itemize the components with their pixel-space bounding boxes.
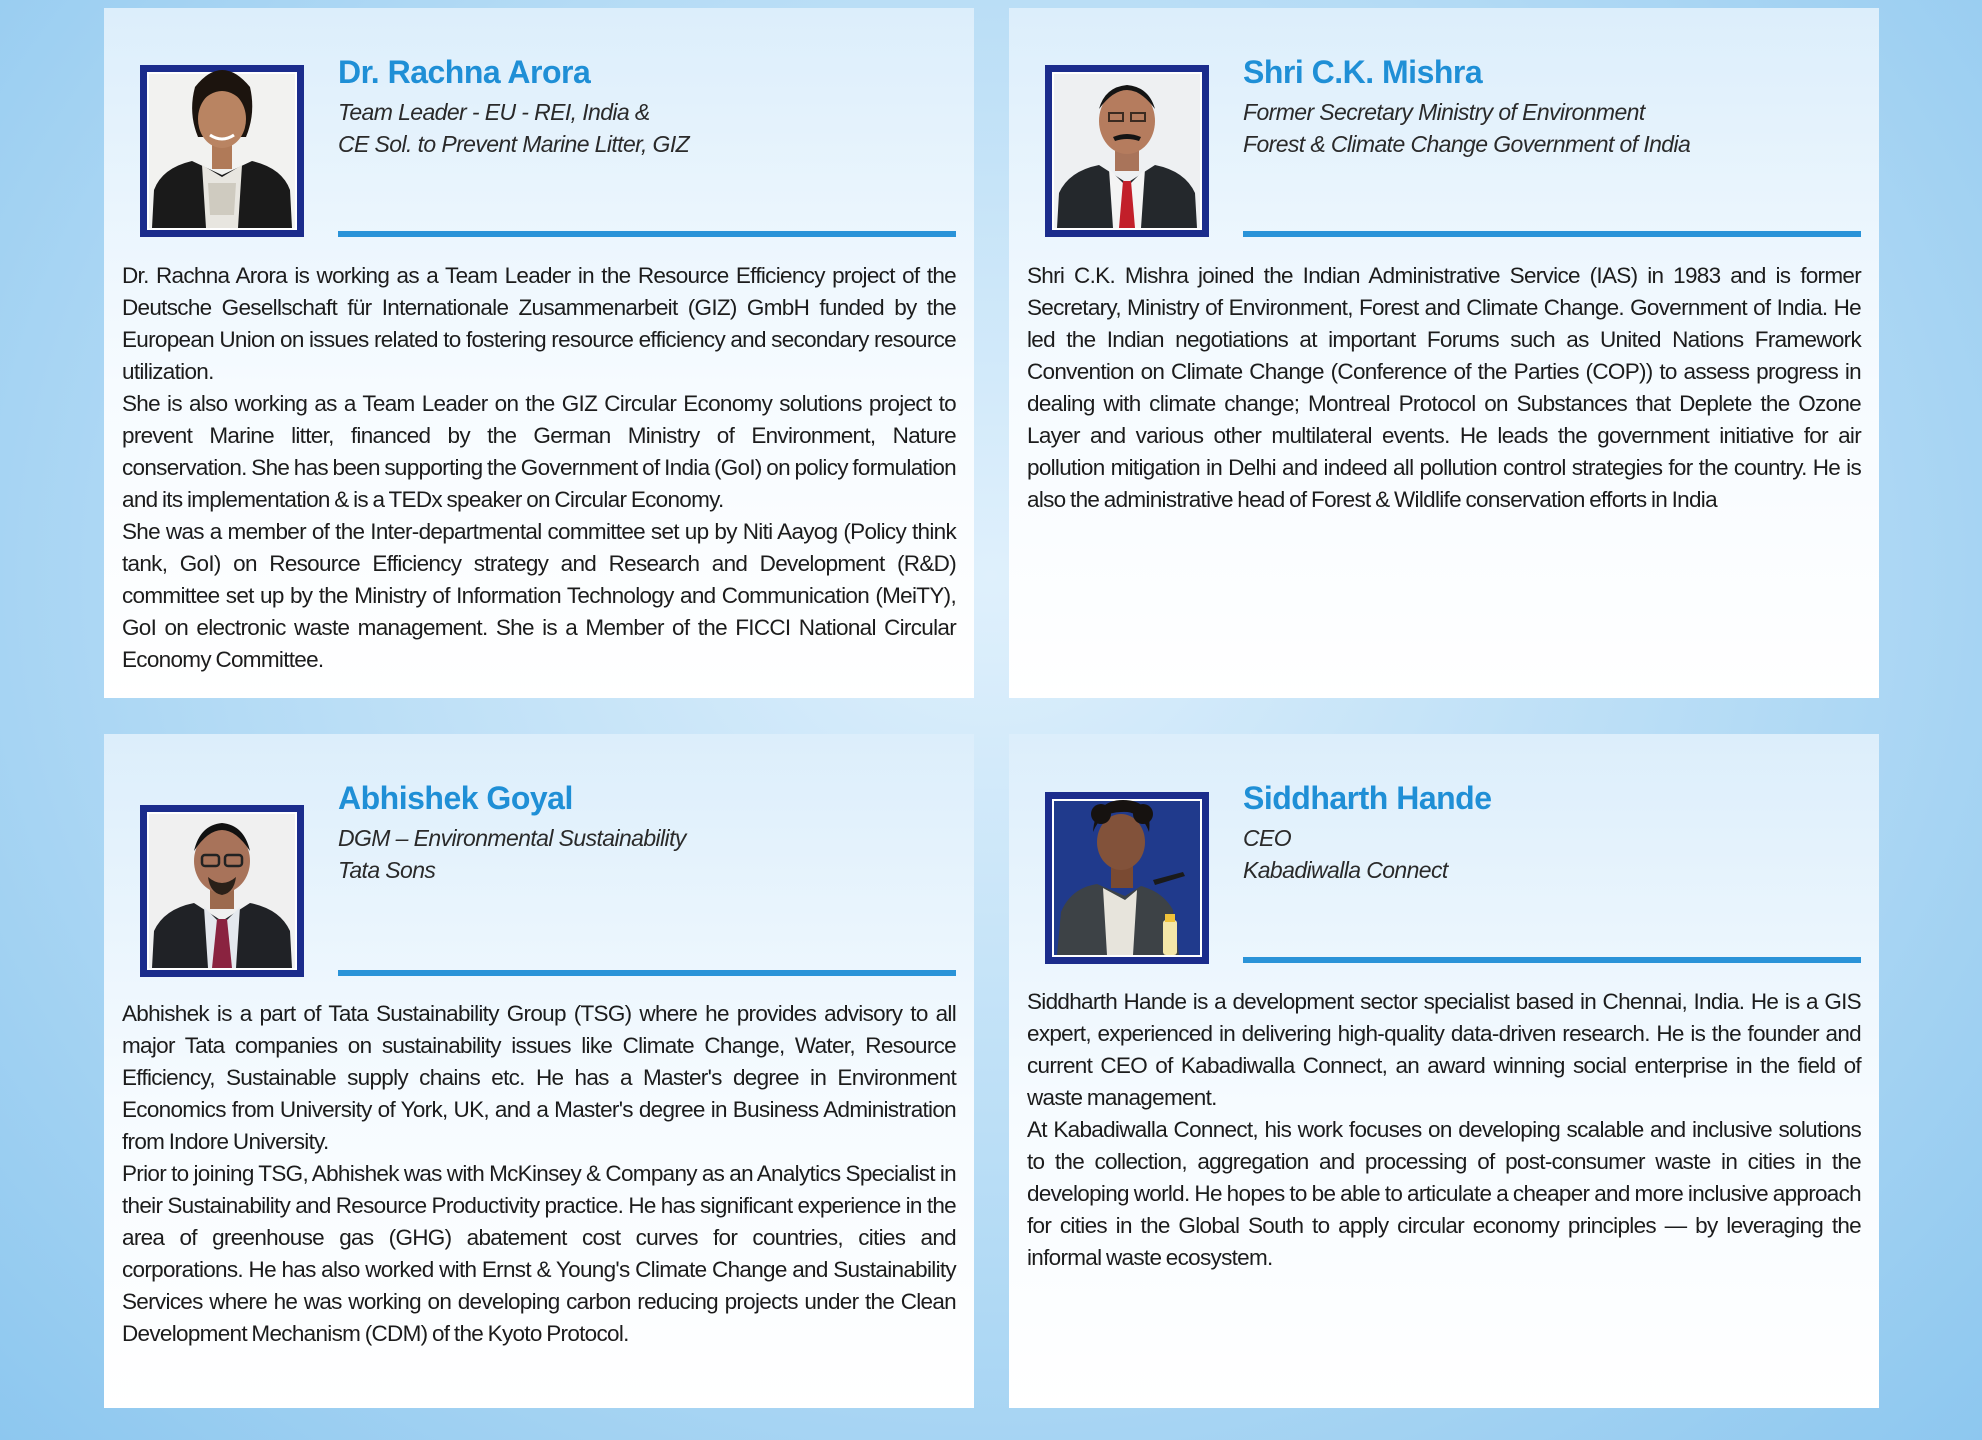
- bio-paragraph: Prior to joining TSG, Abhishek was with McKinsey & Company as an Analytics Specialist in their Sustainability and Resource Productivity practice. He has significant experience in the area of greenhouse gas (GHG) abatement cost curves for countries, cities and corporations. He has also worked with Ernst & Young's Climate Change and Sustainability Services where he was working on developing carbon reducing projects under the Clean Development Mechanism (CDM) of the Kyoto Protocol.: [122, 1161, 956, 1346]
- speaker-card-ck-mishra: [1009, 8, 1879, 698]
- divider-rule: [338, 231, 956, 237]
- role-line: Kabadiwalla Connect: [1243, 857, 1448, 883]
- speaker-photo: [1045, 65, 1209, 237]
- divider-rule: [338, 970, 956, 976]
- speaker-role: [338, 822, 686, 886]
- role-line: Team Leader - EU - REI, India &: [338, 99, 650, 125]
- photo-frame: [1045, 792, 1209, 964]
- role-line: DGM – Environmental Sustainability: [338, 825, 686, 851]
- speaker-role: [1243, 822, 1448, 886]
- photo-frame: [1045, 65, 1209, 237]
- divider-rule: [1243, 957, 1861, 963]
- role-line: Former Secretary Ministry of Environment: [1243, 99, 1645, 125]
- speaker-photo: [1045, 792, 1209, 964]
- role-line: CEO: [1243, 825, 1292, 851]
- speaker-name: Abhishek Goyal: [338, 780, 573, 816]
- speaker-bio: [1027, 986, 1861, 1274]
- role-line: Forest & Climate Change Government of India: [1243, 131, 1691, 157]
- speaker-role: [338, 96, 689, 160]
- speaker-bio: [122, 998, 956, 1350]
- photo-frame: [140, 65, 304, 237]
- role-line: CE Sol. to Prevent Marine Litter, GIZ: [338, 131, 690, 157]
- speaker-card-abhishek-goyal: [104, 734, 974, 1408]
- bio-paragraph: She was a member of the Inter-departmental committee set up by Niti Aayog (Policy think tank, GoI) on Resource Efficiency strategy and Research and Development (R&D) committee set up by the Ministry of Information Technology and Communication (MeiTY), GoI on electronic waste management. She is a Member of the FICCI National Circular Economy Committee.: [122, 519, 956, 672]
- bio-paragraph: Abhishek is a part of Tata Sustainability Group (TSG) where he provides advisory to all major Tata companies on sustainability issues like Climate Change, Water, Resource Efficiency, Sustainable supply chains etc. He has a Master's degree in Environment Economics from University of York, UK, and a Master's degree in Business Administration from Indore University.: [122, 1001, 956, 1154]
- photo-frame: [140, 805, 304, 977]
- speaker-role: [1243, 96, 1690, 160]
- speaker-bio: [122, 260, 956, 676]
- bio-paragraph: Shri C.K. Mishra joined the Indian Administrative Service (IAS) in 1983 and is former Secretary, Ministry of Environment, Forest and Climate Change. Government of India. He led the Indian negotiations at important Forums such as United Nations Framework Convention on Climate Change (Conference of the Parties (COP)) to assess progress in dealing with climate change; Montreal Protocol on Substances that Deplete the Ozone Layer and various other multilateral events. He leads the government initiative for air pollution mitigation in Delhi and indeed all pollution control strategies for the country. He is also the administrative head of Forest & Wildlife conservation efforts in India: [1027, 263, 1861, 512]
- bio-paragraph: Siddharth Hande is a development sector specialist based in Chennai, India. He is a GIS expert, experienced in delivering high-quality data-driven research. He is the founder and current CEO of Kabadiwalla Connect, an award winning social enterprise in the field of waste management.: [1027, 989, 1861, 1110]
- bio-paragraph: Dr. Rachna Arora is working as a Team Leader in the Resource Efficiency project of the Deutsche Gesellschaft für Internationale Zusammenarbeit (GIZ) GmbH funded by the European Union on issues related to fostering resource efficiency and secondary resource utilization.: [122, 263, 956, 384]
- bio-paragraph: At Kabadiwalla Connect, his work focuses on developing scalable and inclusive solutions to the collection, aggregation and processing of post-consumer waste in cities in the developing world. He hopes to be able to articulate a cheaper and more inclusive approach for cities in the Global South to apply circular economy principles — by leveraging the informal waste ecosystem.: [1027, 1117, 1861, 1270]
- speaker-photo: [140, 805, 304, 977]
- speaker-name: Shri C.K. Mishra: [1243, 54, 1483, 90]
- bio-paragraph: She is also working as a Team Leader on the GIZ Circular Economy solutions project to prevent Marine litter, financed by the German Ministry of Environment, Nature conservation. She has been supporting the Government of India (GoI) on policy formulation and its implementation & is a TEDx speaker on Circular Economy.: [122, 391, 956, 512]
- speaker-photo: [140, 65, 304, 237]
- role-line: Tata Sons: [338, 857, 436, 883]
- speaker-name: Dr. Rachna Arora: [338, 54, 591, 90]
- speaker-bio: [1027, 260, 1861, 516]
- speaker-name: Siddharth Hande: [1243, 780, 1492, 816]
- speaker-card-siddharth-hande: [1009, 734, 1879, 1408]
- speaker-card-rachna-arora: [104, 8, 974, 698]
- divider-rule: [1243, 231, 1861, 237]
